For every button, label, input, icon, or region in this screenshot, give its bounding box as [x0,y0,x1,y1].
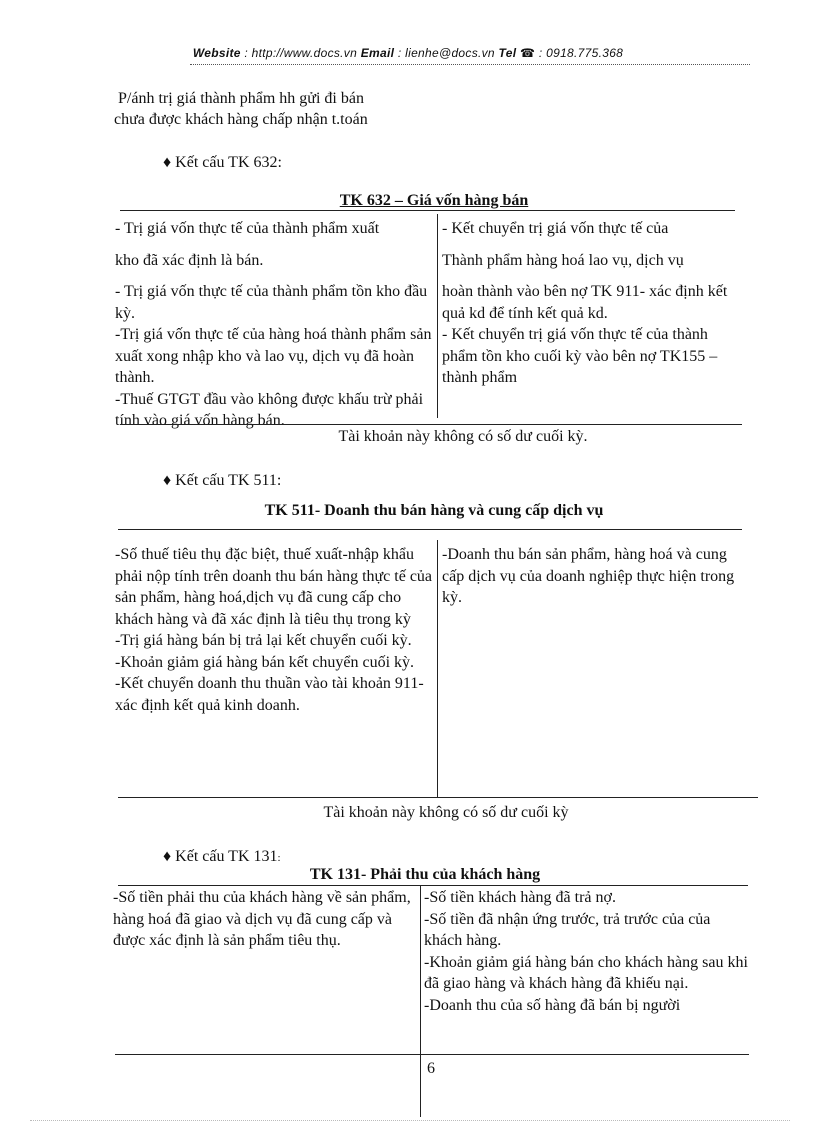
tk131-credit-item: -Doanh thu của số hàng đã bán bị người [424,996,681,1014]
tk131-divider [420,885,421,1117]
tk632-note: Tài khoản này không có số dư cuối kỳ. [338,428,588,445]
tk632-credit-item: hoàn thành vào bên nợ TK 911- xác định kết quả kd để tính kết quả kd. [442,283,728,322]
tk632-debit-item: kho đã xác định là bán. [115,251,264,269]
tk511-credit [442,544,747,609]
tk632-divider [437,214,438,418]
tk511-title: TK 511- Doanh thu bán hàng và cung cấp dịch vụ [264,502,604,519]
tk131-credit [424,887,749,1016]
header-divider [190,64,750,65]
page-header [0,46,816,60]
page-number: 6 [427,1060,435,1077]
heading-tk131-text: ♦ Kết cấu TK 131 [163,848,278,865]
tk632-credit [442,218,742,389]
tk131-bottom-rule [115,1054,749,1055]
email-link[interactable]: : lienhe@docs.vn [394,46,499,60]
tk511-bottom-rule [118,797,758,798]
tel-label: Tel [498,46,517,60]
footer-divider [30,1120,790,1121]
tk632-debit [115,218,435,432]
phone-icon: ☎ [519,46,536,60]
website-link[interactable]: : http://www.docs.vn [240,46,361,60]
tk131-credit-item: -Khoản giảm giá hàng bán cho khách hàng sau khi đã giao hàng và khách hàng đã khiếu nại. [424,953,748,992]
tk632-debit-item: - Trị giá vốn thực tế của thành phẩm xuất [115,220,380,237]
tk511-credit-item: -Doanh thu bán sản phẩm, hàng hoá và cung cấp dịch vụ của doanh nghiệp thực hiện trong kỳ. [442,546,735,606]
tk632-bottom-rule [120,424,742,425]
tk131-debit-item: -Số tiền phải thu của khách hàng về sản phẩm, hàng hoá đã giao và dịch vụ đã cung cấp và được xác định là sản phẩm tiêu thụ. [113,889,411,949]
tk511-divider [437,540,438,798]
tk511-note: Tài khoản này không có số dư cuối kỳ [323,804,569,821]
tk131-credit-item: -Số tiền khách hàng đã trả nợ. [424,889,616,906]
tk632-debit-item: -Trị giá vốn thực tế của hàng hoá thành phẩm sản xuất xong nhập kho và lao vụ, dịch vụ đã hoàn thành. [115,326,432,386]
tk632-credit-item: Thành phẩm hàng hoá lao vụ, dịch vụ [442,251,684,269]
tk131-top-rule [118,885,748,886]
tk632-credit-item: - Kết chuyển trị giá vốn thực tế của [442,220,669,237]
tk511-top-rule [118,529,742,530]
tk131-title: TK 131- Phải thu của khách hàng [309,866,541,883]
email-label: Email [360,46,395,60]
heading-tk511: ♦ Kết cấu TK 511: [163,472,282,489]
tk632-credit-item: - Kết chuyển trị giá vốn thực tế của thành phẩm tồn kho cuối kỳ vào bên nợ TK155 – thành phẩm [442,326,718,386]
tk511-debit-item: -Trị giá hàng bán bị trả lại kết chuyển cuối kỳ. [115,632,412,649]
heading-tk632: ♦ Kết cấu TK 632: [163,154,282,171]
tk511-debit-item: -Khoản giảm giá hàng bán kết chuyển cuối kỳ. [115,653,415,671]
intro-line-2: chưa được khách hàng chấp nhận t.toán [114,111,368,128]
intro-line-1: P/ánh trị giá thành phẩm hh gửi đi bán [118,90,364,107]
tk632-debit-item: - Trị giá vốn thực tế của thành phẩm tồn kho đầu kỳ. [115,283,428,322]
tk511-debit-item: -Số thuế tiêu thụ đặc biệt, thuế xuất-nhập khẩu phải nộp tính trên doanh thu bán hàng thực tế của sản phẩm, hàng hoá,dịch vụ đã cung cấp cho khách hàng và đã xác định là tiêu thụ trong kỳ [115,546,433,628]
heading-tk131-colon: : [277,852,281,864]
tel-value: : 0918.775.368 [535,46,624,60]
tk131-credit-item: -Số tiền đã nhận ứng trước, trả trước của của khách hàng. [424,910,711,949]
tk511-debit-item: -Kết chuyển doanh thu thuần vào tài khoản 911- xác định kết quả kinh doanh. [115,675,424,714]
tk632-title: TK 632 – Giá vốn hàng bán [339,192,529,209]
tk511-debit [115,544,437,716]
tk632-debit-item: -Thuế GTGT đầu vào không được khấu trừ phải tính vào giá vốn hàng bán. [115,390,424,429]
tk632-top-rule [120,210,735,211]
website-label: Website [192,46,241,60]
tk131-debit [113,887,418,952]
